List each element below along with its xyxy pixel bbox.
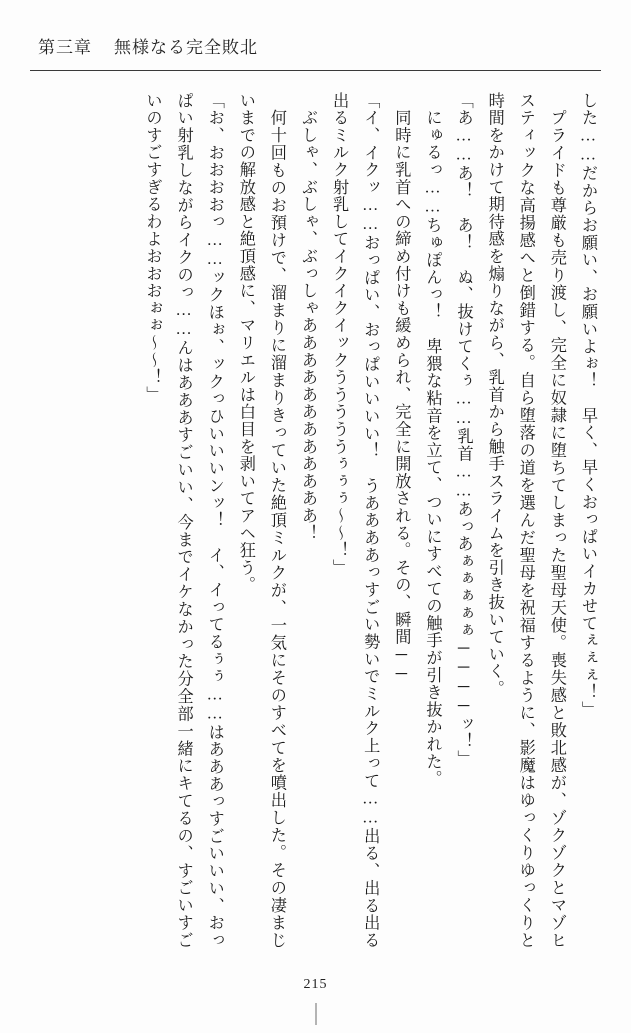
body-text [26, 92, 603, 949]
paragraph: 「お、おおおおっ……ックほぉ、ックっひいいいンッ！ イ、イってるぅぅ……はあああっすごいいい、おっぱい射乳しながらイクのっ……んはあああすごいい、今までイケなかった分全部一緒にキてるの、すごいすごいのすごすぎるわよおおおぉぉ～～！」 [143, 92, 224, 949]
chapter-number: 第三章 [38, 37, 92, 57]
page-number: 215 [303, 977, 328, 992]
paragraph: ぶしゃ、ぶしゃ、ぶっしゃああああああああああああ！ [299, 92, 318, 542]
paragraph: プライドも尊厳も売り渡し、完全に奴隷に堕ちてしまった聖母天使。喪失感と敗北感が、ゾクゾクとマゾヒスティックな高揚感へと倒錯する。自ら堕落の道を選んだ聖母を祝福するように、影魔はゆっくりゆっくりと時間をかけて期待感を煽りながら、乳首から触手スライムを引き抜いていく。 [485, 92, 566, 949]
page-header [0, 28, 631, 62]
paragraph: した……だからお願い、お願いよぉ！ 早く、早くおっぱいイカせてぇぇぇ！」 [579, 92, 597, 719]
header-divider [30, 70, 601, 71]
paragraph: 「イ、イクッ……おっぱい、おっぱいいいい！ うああああっすごい勢いでミルク上って……出る、出る出る出るミルク射乳してイクイクイックうううううぅぅぅ～～！」 [330, 92, 380, 949]
chapter-title: 無様なる完全敗北 [114, 37, 258, 57]
paragraph: 「あ……あ！ あ！ ぬ、抜けてくぅ……乳首……あっあぁぁぁぁぁ────ッ！」 [454, 92, 473, 768]
paragraph: にゅるっ……ちゅぽんっ！ 卑猥な粘音を立て、ついにすべての触手が引き抜かれた。 [423, 92, 442, 788]
folio-mark [315, 1003, 316, 1025]
paragraph: 何十回ものお預けで、溜まりに溜まりきっていた絶頂ミルクが、一気にそのすべてを噴出した。その凄まじいまでの解放感と絶頂感に、マリエルは白目を剥いてアヘ狂う。 [236, 92, 286, 949]
paragraph: 同時に乳首への締め付けも緩められ、完全に開放される。その、瞬間── [392, 92, 411, 684]
